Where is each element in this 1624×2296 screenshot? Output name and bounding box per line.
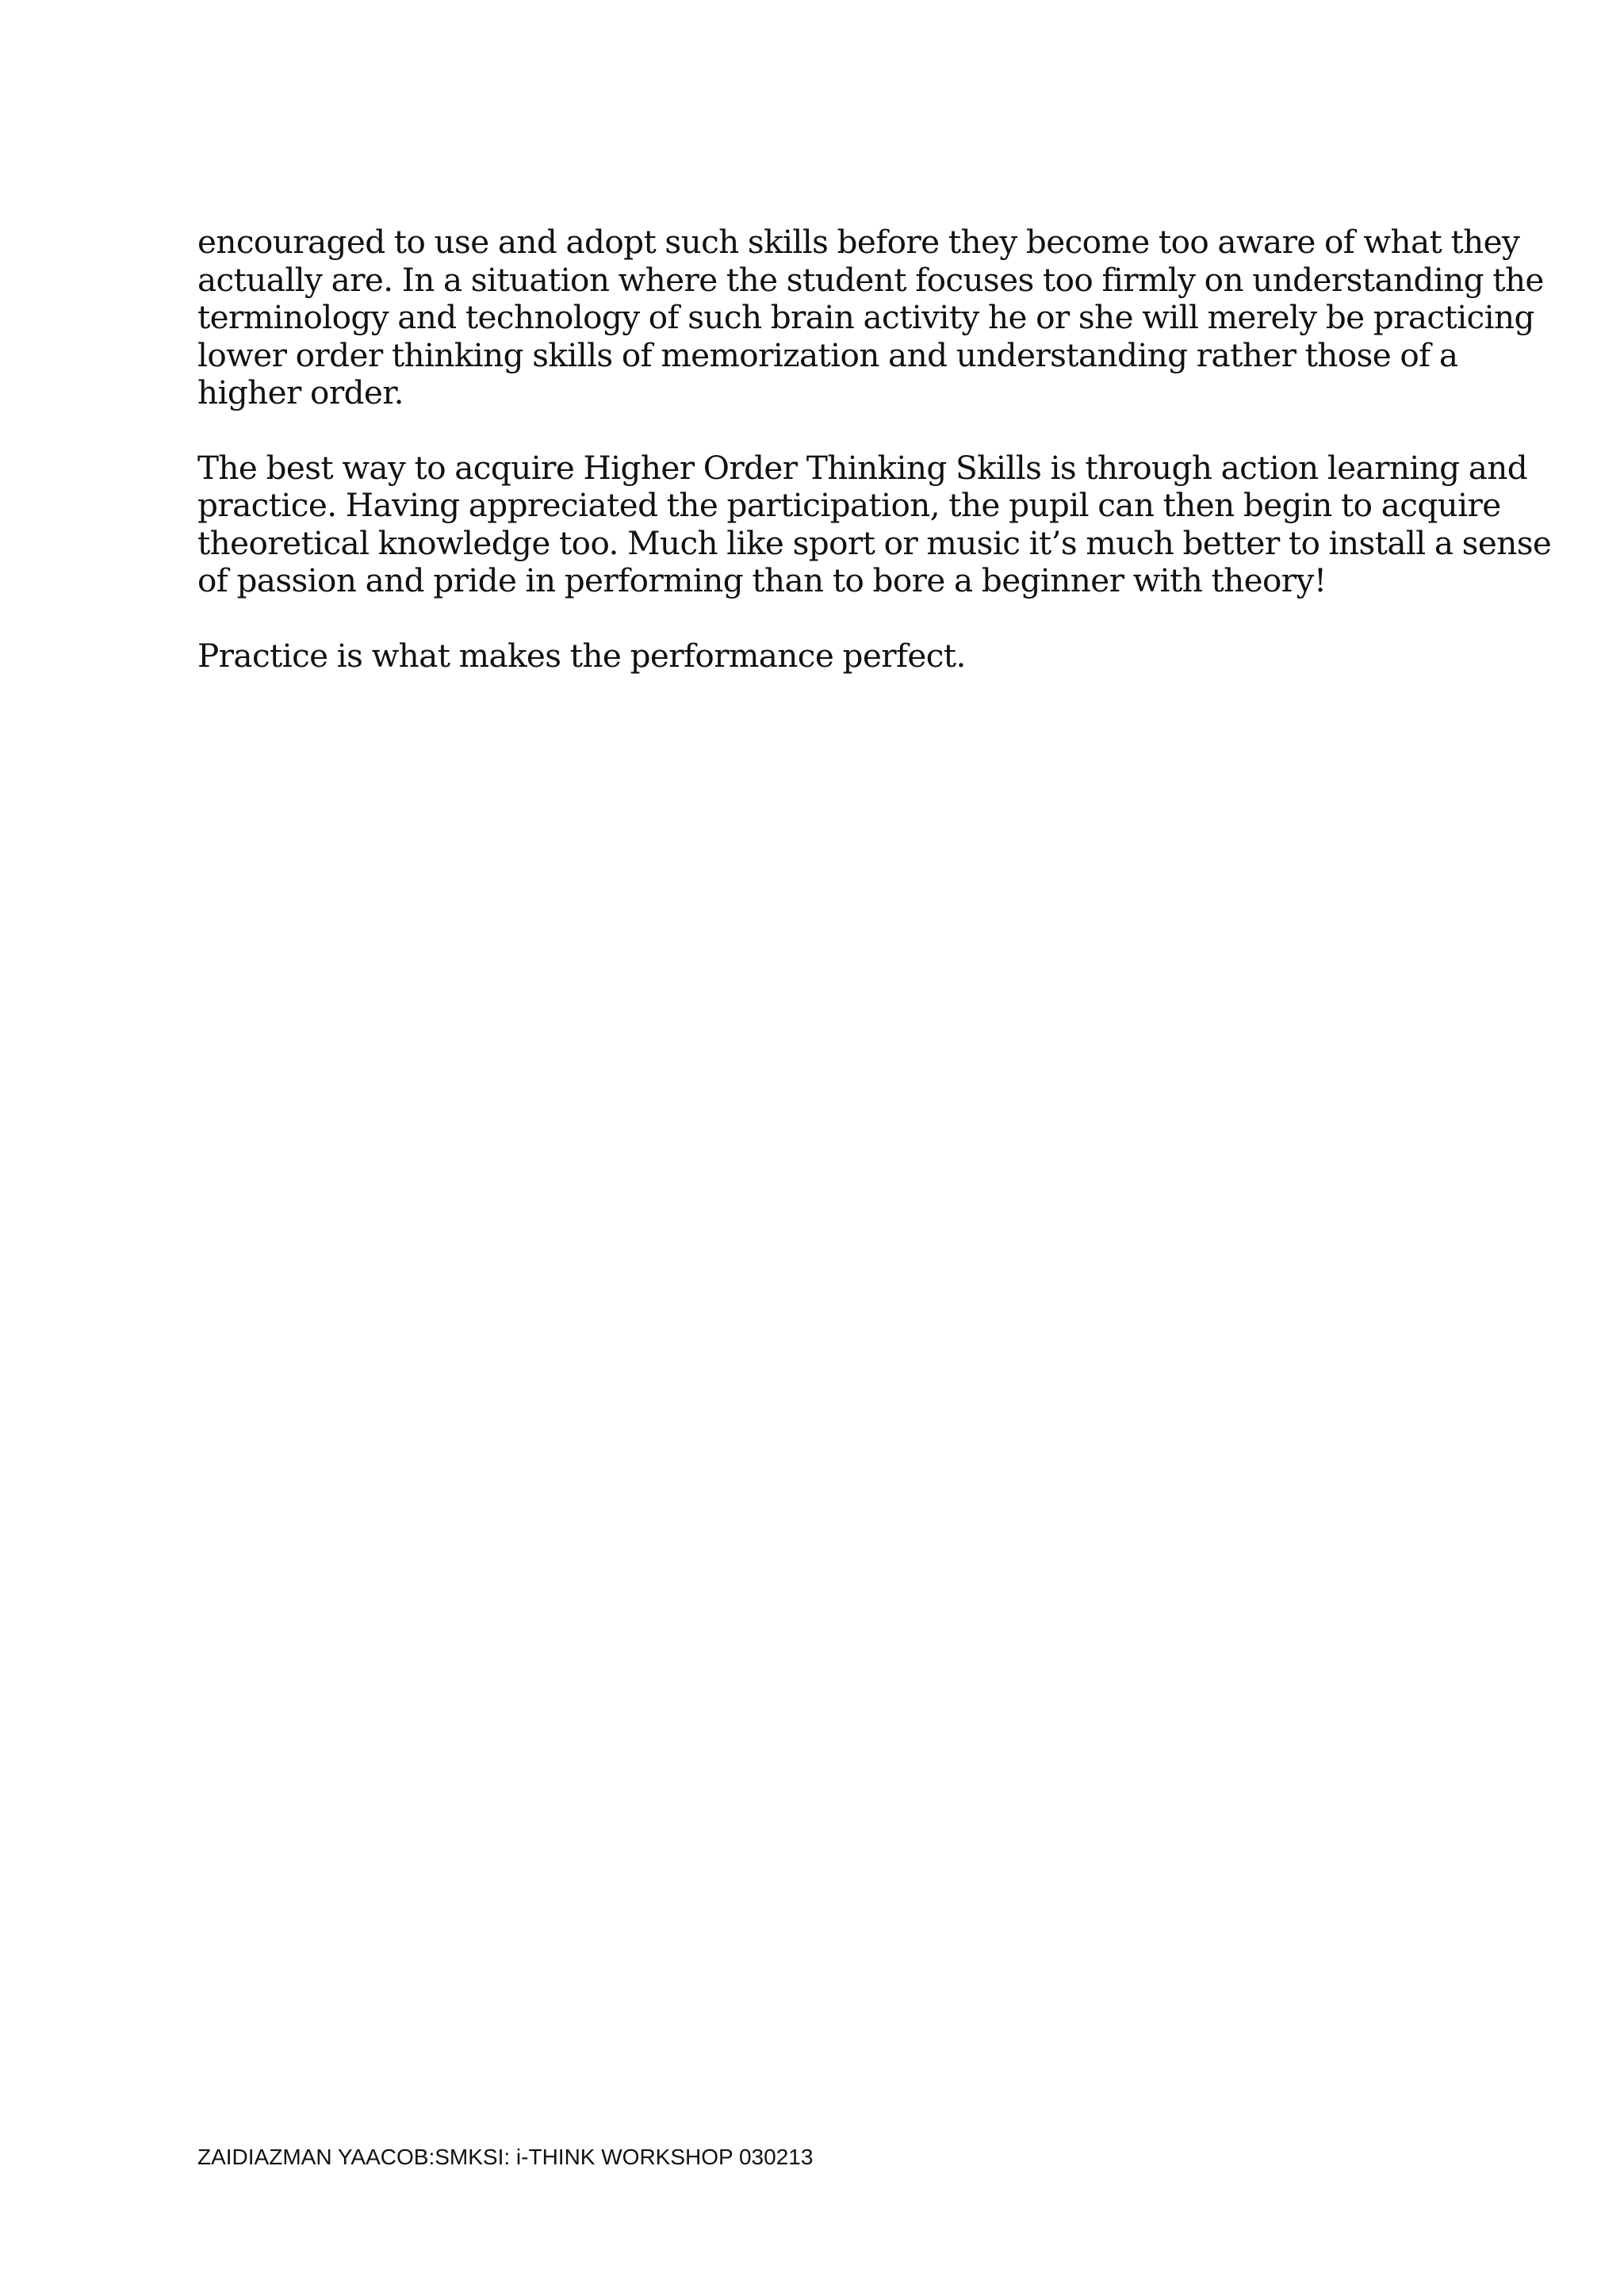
paragraph-line: Practice is what makes the performance perfect. [197,636,966,675]
paragraph-line: actually are. In a situation where the student focuses too firmly on understanding the [197,260,1544,299]
paragraph-line: higher order. [197,373,404,411]
document-body [197,223,1552,712]
page-footer: ZAIDIAZMAN YAACOB:SMKSI: i-THINK WORKSHOP 030213 [197,2145,814,2169]
paragraph-line: of passion and pride in performing than to bore a beginner with theory! [197,561,1327,599]
paragraph-line: theoretical knowledge too. Much like sport or music it’s much better to install a sense [197,523,1552,562]
paragraph-2 [197,448,1552,600]
paragraph-1 [197,223,1544,412]
paragraph-3 [197,637,1466,675]
paragraph-line: practice. Having appreciated the participation, the pupil can then begin to acquire [197,486,1501,524]
paragraph-line: The best way to acquire Higher Order Thinking Skills is through action learning and [197,448,1528,487]
paragraph-line: encouraged to use and adopt such skills before they become too aware of what they [197,223,1520,261]
paragraph-line: terminology and technology of such brain activity he or she will merely be practicing [197,298,1534,336]
paragraph-line: lower order thinking skills of memorization and understanding rather those of a [197,335,1458,374]
